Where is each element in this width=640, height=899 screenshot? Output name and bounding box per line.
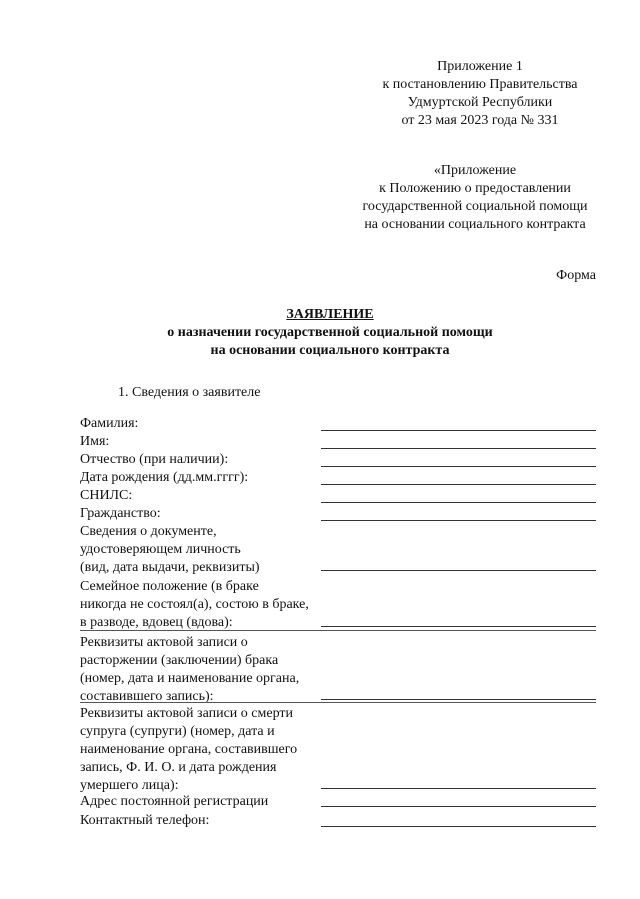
appendix-header-line: к Положению о предоставлении: [379, 181, 571, 196]
appendix-header-line: Приложение 1: [437, 59, 523, 74]
label-line: расторжении (заключении) брака: [80, 653, 279, 668]
appendix-header-line: Удмуртской Республики: [407, 95, 553, 110]
label-line: (номер, дата и наименование органа,: [80, 671, 300, 686]
label-line: в разводе, вдовец (вдова):: [80, 615, 233, 630]
appendix-header-line: к постановлению Правительства: [382, 77, 578, 92]
label-line: (вид, дата выдачи, реквизиты): [80, 560, 260, 575]
label-line: составившего запись):: [80, 689, 214, 704]
citizenship-label: Гражданство:: [80, 506, 161, 521]
name-label: Имя:: [80, 434, 110, 449]
name-field[interactable]: [321, 448, 596, 449]
marriage-record-label: [80, 634, 325, 706]
appendix-header-line: от 23 мая 2023 года № 331: [401, 113, 559, 128]
phone-field[interactable]: [321, 826, 596, 827]
death-record-field[interactable]: [321, 788, 596, 789]
label-line: никогда не состоял(а), состою в браке,: [80, 597, 309, 612]
label-line: Реквизиты актовой записи о смерти: [80, 706, 294, 721]
label-line: Семейное положение (в браке: [80, 579, 259, 594]
appendix-header-line: государственной социальной помощи: [362, 199, 588, 214]
separator: [80, 630, 596, 631]
title-line: о назначении государственной социальной помощи: [167, 325, 493, 340]
label-line: запись, Ф. И. О. и дата рождения: [80, 760, 277, 775]
patronymic-field[interactable]: [321, 466, 596, 467]
death-record-label: [80, 705, 325, 795]
patronymic-label: Отчество (при наличии):: [80, 452, 229, 467]
marriage-record-field[interactable]: [321, 699, 596, 700]
appendix-header-1: [360, 58, 600, 130]
snils-label: СНИЛС:: [80, 488, 133, 503]
phone-label: Контактный телефон:: [80, 813, 210, 828]
birthdate-label: Дата рождения (дд.мм.гггг):: [80, 470, 249, 485]
id-document-label: [80, 523, 325, 577]
label-line: Сведения о документе,: [80, 524, 217, 539]
label-line: Реквизиты актовой записи о: [80, 635, 248, 650]
birthdate-field[interactable]: [321, 484, 596, 485]
title-main: ЗАЯВЛЕНИЕ: [286, 307, 374, 322]
label-line: удостоверяющем личность: [80, 542, 241, 557]
appendix-header-line: на основании социального контракта: [364, 217, 586, 232]
document-title: [90, 306, 570, 360]
separator: [80, 702, 596, 703]
snils-field[interactable]: [321, 502, 596, 503]
label-line: умершего лица):: [80, 778, 179, 793]
id-document-field[interactable]: [321, 570, 596, 571]
citizenship-field[interactable]: [321, 520, 596, 521]
surname-label: Фамилия:: [80, 416, 139, 431]
marital-status-label: [80, 578, 325, 632]
label-line: наименование органа, составившего: [80, 742, 298, 757]
address-field[interactable]: [321, 806, 596, 807]
appendix-header-2: [340, 162, 610, 234]
address-label: Адрес постоянной регистрации: [80, 794, 269, 809]
appendix-header-line: «Приложение: [433, 163, 517, 178]
form-label: Форма: [556, 268, 596, 283]
section-title: 1. Сведения о заявителе: [118, 385, 261, 400]
surname-field[interactable]: [321, 430, 596, 431]
marital-status-field[interactable]: [321, 626, 596, 627]
title-line: на основании социального контракта: [210, 343, 450, 358]
label-line: супруга (супруги) (номер, дата и: [80, 724, 275, 739]
